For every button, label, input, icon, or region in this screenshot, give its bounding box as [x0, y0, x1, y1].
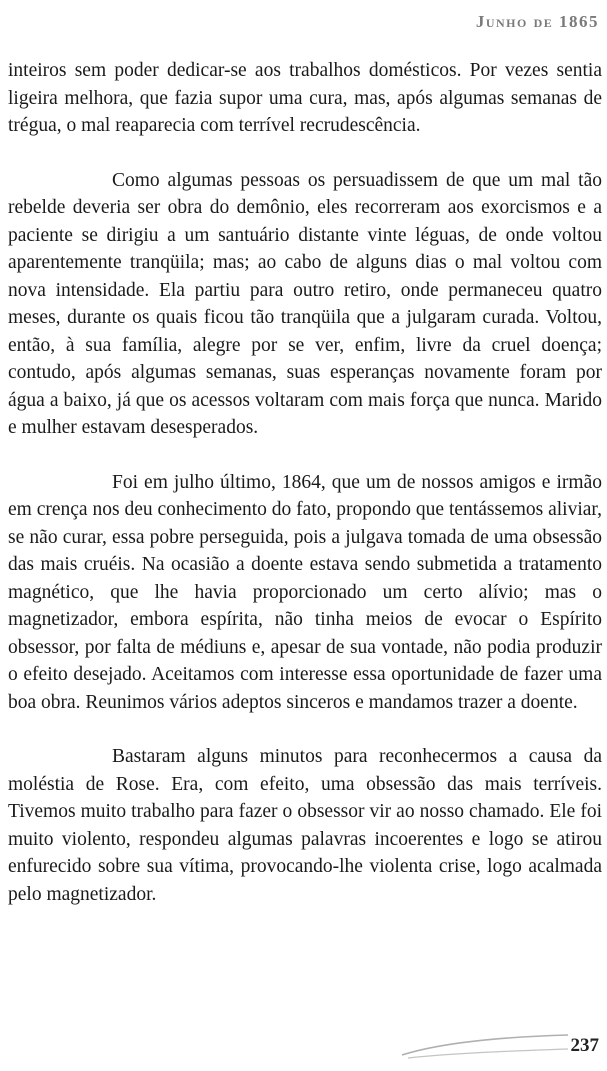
running-head: Junho de 1865: [475, 12, 599, 31]
page-number: 237: [570, 1035, 599, 1056]
paragraph: Foi em julho último, 1864, que um de nossos amigos e irmão em crença nos deu conhecimento do fato, propondo que tentássemos aliviar, se não curar, essa pobre perseguida, pois a julgava tomada de uma obsessão das mais cruéis. Na ocasião a doente estava sendo submetida a tratamento magnético, que lhe havia proporcionado um certo alívio; mas o magnetizador, embora espírita, não tinha meios de evocar o Espírito obsessor, por falta de médiuns e, apesar de sua vontade, não podia produzir o efeito desejado. Aceitamos com interesse essa oportunidade de fazer uma boa obra. Reunimos vários adeptos sinceros e mandamos trazer a doente.: [8, 471, 602, 713]
paragraph: Como algumas pessoas os persuadissem de que um mal tão rebelde deveria ser obra do demônio, eles recorreram aos exorcismos e a paciente se dirigiu a um santuário distante vinte léguas, de onde voltou aparentemente tranqüila; mas; ao cabo de alguns dias o mal voltou com nova intensidade. Ela partiu para outro retiro, onde permaneceu quatro meses, durante os quais ficou tão tranqüila que a julgaram curada. Voltou, então, à sua família, alegre por se ver, enfim, livre da cruel doença; contudo, após algumas semanas, suas esperanças novamente foram por água a baixo, já que os acessos voltaram com mais força que nunca. Marido e mulher estavam desesperados.: [8, 169, 602, 438]
paragraph: Bastaram alguns minutos para reconhecermos a causa da moléstia de Rose. Era, com efeito, uma obsessão das mais terríveis. Tivemos muito trabalho para fazer o obsessor vir ao nosso chamado. Ele foi muito violento, respondeu algumas palavras incoerentes e logo se atirou enfurecido sobre sua vítima, provocando-lhe violenta crise, logo acalmada pelo magnetizador.: [8, 746, 602, 905]
paragraph-continuation: inteiros sem poder dedicar-se aos trabalhos domésticos. Por vezes sentia ligeira melhora, que fazia supor uma cura, mas, após algumas semanas de trégua, o mal reaparecia com terrível recrudescência.: [8, 60, 602, 136]
page-footer: [0, 1021, 607, 1071]
swoosh-ornament-icon: [400, 1031, 570, 1065]
page-body: [8, 57, 602, 935]
